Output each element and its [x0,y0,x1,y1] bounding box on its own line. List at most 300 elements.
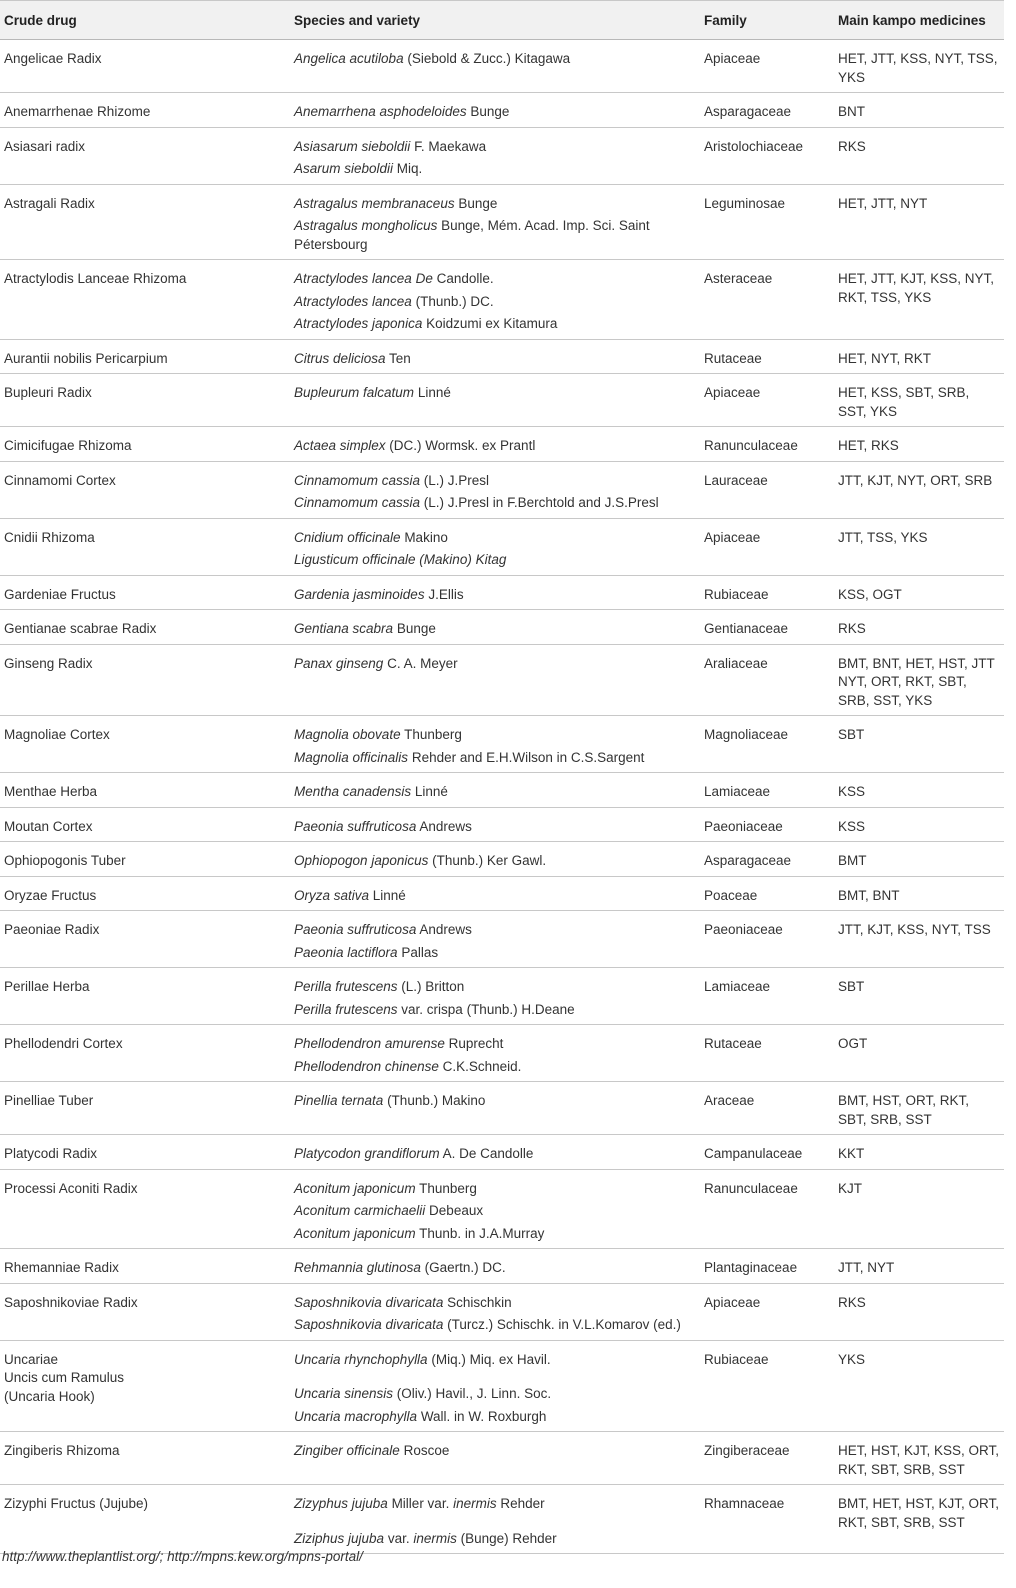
crude-drug-name: Bupleuri Radix [4,385,92,400]
kampo-medicines-cell: HET, JTT, KJT, KSS, NYT, RKT, TSS, YKS [834,260,1004,340]
species-authority: (DC.) Wormsk. ex Prantl [385,438,536,453]
species-authority: Roscoe [399,1443,450,1458]
species-authority: Schischkin [443,1294,512,1310]
crude-drug-name: Zingiberis Rhizoma [4,1443,120,1458]
crude-drug-name: Astragali Radix [4,195,95,211]
crude-drug-name: Processi Aconiti Radix [4,1180,138,1196]
kampo-medicines-cell: SBT [834,968,1004,1025]
table-row [0,1082,1004,1135]
species-name: Cinnamomum cassia [294,495,421,510]
species-authority: Ten [385,350,411,366]
variety-authority: (Bunge) Rehder [456,1530,557,1546]
crude-drug-cell [0,127,290,184]
crude-drug-name: Gentianae scabrae Radix [4,621,157,636]
species-entry [294,783,696,802]
family-cell: Zingiberaceae [700,1432,834,1485]
kampo-medicines-cell: HET, JTT, KSS, NYT, TSS, YKS [834,40,1004,93]
kampo-medicines-cell: BMT, HET, HST, KJT, ORT, RKT, SBT, SRB, SST [834,1485,1004,1554]
family-cell: Aristolochiaceae [700,127,834,184]
variety-name: inermis [453,1496,497,1511]
kampo-medicines-cell: KSS [834,773,1004,808]
crude-drug-cell [0,93,290,128]
species-name: Cnidium officinale [294,529,401,545]
species-entry [294,852,696,871]
table-row [0,1485,1004,1554]
crude-drug-cell [0,610,290,645]
species-cell [290,374,700,427]
species-entry [294,494,696,513]
species-name: Atractylodes japonica [294,316,423,331]
table-row [0,716,1004,773]
species-name: Gentiana scabra [294,621,394,636]
species-cell [290,1082,700,1135]
species-authority: Andrews [416,818,472,834]
species-cell [290,911,700,968]
kampo-medicines-cell: SBT [834,716,1004,773]
species-entry [294,944,696,963]
crude-drug-cell [0,842,290,877]
species-cell [290,610,700,645]
species-name: Mentha canadensis [294,784,412,799]
species-name: Ziziphus jujuba [294,1530,385,1546]
crude-drug-name: Paeoniae Radix [4,922,100,937]
species-cell [290,842,700,877]
species-authority: Linné [369,887,406,903]
species-authority: Debeaux [425,1203,484,1218]
species-entry [294,270,696,289]
crude-drug-cell [0,644,290,716]
species-authority: Miq. [393,161,423,176]
species-authority: Bunge [466,104,510,119]
species-name: Ophiopogon japonicus [294,853,429,868]
crude-drug-cell [0,184,290,260]
species-authority: C.K.Schneid. [438,1058,522,1074]
kampo-medicines-cell: BMT, HST, ORT, RKT, SBT, SRB, SST [834,1082,1004,1135]
kampo-medicines-cell: JTT, KJT, NYT, ORT, SRB [834,461,1004,518]
species-entry [294,1316,696,1335]
table-row [0,184,1004,260]
species-cell [290,1135,700,1170]
species-entry [294,749,696,768]
species-cell [290,1249,700,1284]
family-cell: Araliaceae [700,644,834,716]
species-authority: var. [384,1530,414,1546]
species-name: Aconitum japonicum [294,1225,416,1241]
species-cell [290,461,700,518]
species-name: Magnolia officinalis [294,749,409,765]
species-name: Oryza sativa [294,887,370,903]
species-name: Citrus deliciosa [294,350,386,366]
crude-drug-cell [0,1485,290,1554]
family-cell: Gentianaceae [700,610,834,645]
family-cell: Asparagaceae [700,842,834,877]
family-cell: Rubiaceae [700,1340,834,1432]
species-authority: Thunberg [415,1180,477,1196]
species-name: Atractylodes lancea [294,293,412,309]
species-name: Perilla frutescens [294,1001,398,1017]
family-cell: Lauraceae [700,461,834,518]
species-name: Saposhnikovia divaricata [294,1317,444,1332]
species-authority: (Miq.) Miq. ex Havil. [427,1351,551,1367]
species-entry [294,529,696,548]
table-row [0,644,1004,716]
species-entry [294,1001,696,1020]
species-cell [290,339,700,374]
species-authority: Pallas [397,944,439,960]
crude-drug-name: Phellodendri Cortex [4,1036,123,1051]
species-authority: C. A. Meyer [383,655,458,671]
species-entry [294,1058,696,1077]
species-authority: (L.) J.Presl [420,472,490,488]
species-entry [294,1259,696,1278]
species-name: Angelica acutiloba [294,51,404,66]
species-authority: Makino [400,529,448,545]
table-row [0,773,1004,808]
family-cell: Apiaceae [700,40,834,93]
crude-drug-cell [0,40,290,93]
crude-drug-name: Rhemanniae Radix [4,1260,119,1275]
header-main-kampo-medicines: Main kampo medicines [834,1,1004,40]
species-entry [294,384,696,403]
species-name: Aconitum carmichaelii [294,1203,426,1218]
table-header [0,1,1004,40]
crude-drug-cell [0,1025,290,1082]
species-name: Zizyphus jujuba [294,1496,388,1511]
species-authority: F. Maekawa [410,138,487,154]
species-name: Pinellia ternata [294,1093,384,1108]
species-authority: Linné [411,784,448,799]
family-cell: Ranunculaceae [700,427,834,462]
family-cell: Campanulaceae [700,1135,834,1170]
species-entry [294,1351,696,1370]
species-entry [294,586,696,605]
crude-drug-name: Uncis cum Ramulus [4,1370,125,1385]
table-row [0,260,1004,340]
species-cell [290,876,700,911]
crude-drug-cell [0,374,290,427]
species-cell [290,40,700,93]
species-name: Paeonia lactiflora [294,944,398,960]
species-name: Uncaria rhynchophylla [294,1351,428,1367]
crude-drug-name: Platycodi Radix [4,1146,98,1161]
species-entry [294,620,696,639]
header-row [0,1,1004,40]
kampo-medicines-cell: KSS, OGT [834,575,1004,610]
kampo-medicines-cell: KSS [834,807,1004,842]
species-entry [294,551,696,570]
family-cell: Asteraceae [700,260,834,340]
table-row [0,1025,1004,1082]
family-cell: Apiaceae [700,518,834,575]
crude-drug-name: Gardeniae Fructus [4,586,116,602]
species-name: Actaea simplex [294,438,386,453]
species-name: Ligusticum officinale (Makino) Kitag [294,552,507,567]
species-authority: Wall. in W. Roxburgh [417,1408,547,1424]
crude-drug-cell [0,339,290,374]
table-row [0,1283,1004,1340]
crude-drug-name: Aurantii nobilis Pericarpium [4,350,168,366]
species-name: Uncaria macrophylla [294,1408,418,1424]
species-entry [294,315,696,334]
species-cell [290,575,700,610]
species-cell [290,1340,700,1432]
species-entry [294,921,696,940]
species-name: Gardenia jasminoides [294,586,425,602]
family-cell: Paeoniaceae [700,911,834,968]
species-name: Anemarrhena asphodeloides [294,104,467,119]
crude-drug-cell [0,968,290,1025]
species-cell [290,716,700,773]
kampo-medicines-cell: BMT, BNT, HET, HST, JTT NYT, ORT, RKT, SBT, SRB, SST, YKS [834,644,1004,716]
table-row [0,93,1004,128]
kampo-medicines-cell: HET, KSS, SBT, SRB, SST, YKS [834,374,1004,427]
species-authority: (Thunb.) Ker Gawl. [428,853,547,868]
family-cell: Leguminosae [700,184,834,260]
table-row [0,461,1004,518]
table-row [0,40,1004,93]
crude-drug-cell [0,427,290,462]
crude-drug-cell [0,1082,290,1135]
kampo-medicines-cell: BMT, BNT [834,876,1004,911]
species-authority: Bunge [454,195,498,211]
crude-drug-cell [0,911,290,968]
species-cell [290,93,700,128]
crude-drug-name: Uncariae [4,1351,59,1367]
crude-drug-name: Atractylodis Lanceae Rhizoma [4,271,187,286]
kampo-medicines-cell: HET, NYT, RKT [834,339,1004,374]
species-cell [290,427,700,462]
species-name: Bupleurum falcatum [294,385,415,400]
table-row [0,968,1004,1025]
crude-drug-name: Menthae Herba [4,784,98,799]
species-authority: Miller var. [387,1496,454,1511]
kampo-medicines-cell: KKT [834,1135,1004,1170]
table-row [0,842,1004,877]
crude-drug-cell [0,575,290,610]
species-name: Rehmannia glutinosa [294,1260,421,1275]
species-entry [294,217,696,254]
species-entry [294,655,696,674]
species-entry [294,1035,696,1054]
species-authority: var. crispa (Thunb.) H.Deane [397,1001,575,1017]
species-name: Platycodon grandiflorum [294,1146,440,1161]
species-name: Phellodendron chinense [294,1058,439,1074]
species-entry [294,978,696,997]
kampo-medicines-cell: BNT [834,93,1004,128]
header-family: Family [700,1,834,40]
species-entry [294,103,696,122]
crude-drug-cell [0,1169,290,1249]
table-body [0,40,1004,1554]
species-cell [290,260,700,340]
kampo-medicines-cell: HET, HST, KJT, KSS, ORT, RKT, SBT, SRB, SST [834,1432,1004,1485]
variety-name: inermis [413,1530,457,1546]
species-authority: J.Ellis [424,586,464,602]
species-cell [290,1485,700,1554]
species-name: Paeonia suffruticosa [294,922,417,937]
table-row [0,427,1004,462]
kampo-medicines-cell: YKS [834,1340,1004,1432]
species-name: Aconitum japonicum [294,1180,416,1196]
species-entry [294,195,696,214]
crude-drug-name: Anemarrhenae Rhizome [4,104,151,119]
table-row [0,1169,1004,1249]
crude-drug-cell [0,1135,290,1170]
family-cell: Ranunculaceae [700,1169,834,1249]
species-entry [294,1408,696,1427]
species-authority: (Oliv.) Havil., J. Linn. Soc. [393,1386,552,1401]
crude-drug-cell [0,1283,290,1340]
species-entry [294,1092,696,1111]
species-authority: (L.) J.Presl in F.Berchtold and J.S.Presl [420,495,659,510]
species-entry [294,1225,696,1244]
species-name: Asarum sieboldii [294,161,394,176]
family-cell: Rubiaceae [700,575,834,610]
species-authority: Candolle. [432,271,494,286]
species-authority: (Gaertn.) DC. [420,1260,506,1275]
table-row [0,127,1004,184]
family-cell: Apiaceae [700,1283,834,1340]
species-authority: Rehder and E.H.Wilson in C.S.Sargent [408,749,645,765]
species-authority: Andrews [416,922,472,937]
crude-drug-name: Zizyphi Fructus (Jujube) [4,1496,149,1511]
species-cell [290,644,700,716]
species-name: Paeonia suffruticosa [294,818,417,834]
species-cell [290,1432,700,1485]
family-cell: Poaceae [700,876,834,911]
family-cell: Araceae [700,1082,834,1135]
crude-drug-cell [0,773,290,808]
species-entry [294,887,696,906]
table-row [0,518,1004,575]
crude-drug-cell [0,1249,290,1284]
species-name: Perilla frutescens [294,979,398,994]
kampo-medicines-cell: BMT [834,842,1004,877]
crude-drug-name: Ophiopogonis Tuber [4,853,126,868]
table-row [0,807,1004,842]
species-name: Phellodendron amurense [294,1036,445,1051]
family-cell: Rutaceae [700,339,834,374]
species-authority: A. De Candolle [439,1146,534,1161]
species-name: Cinnamomum cassia [294,472,421,488]
species-entry [294,472,696,491]
table-row [0,575,1004,610]
crude-drug-cell [0,1340,290,1432]
species-cell [290,127,700,184]
family-cell: Rhamnaceae [700,1485,834,1554]
species-authority: Koidzumi ex Kitamura [422,316,558,331]
species-name: Panax ginseng [294,655,384,671]
family-cell: Rutaceae [700,1025,834,1082]
crude-drug-name: Cinnamomi Cortex [4,472,116,488]
species-entry [294,1530,696,1549]
table-row [0,1432,1004,1485]
species-authority: Bunge, Mém. Acad. Imp. Sci. Saint Pétersbourg [294,218,650,252]
family-cell: Paeoniaceae [700,807,834,842]
crude-drug-name: Cimicifugae Rhizoma [4,438,132,453]
crude-drug-cell [0,1432,290,1485]
crude-drug-name: Saposhnikoviae Radix [4,1294,138,1310]
species-entry [294,1385,696,1404]
species-cell [290,773,700,808]
species-authority: (L.) Britton [397,979,465,994]
crude-drug-cell [0,461,290,518]
species-authority: (Thunb.) Makino [383,1093,486,1108]
species-entry [294,726,696,745]
table-row [0,1340,1004,1432]
species-entry [294,1180,696,1199]
crude-drug-name: Asiasari radix [4,138,86,154]
species-entry [294,1145,696,1164]
crude-drug-name: Magnoliae Cortex [4,727,110,742]
family-cell: Apiaceae [700,374,834,427]
kampo-medicines-cell: RKS [834,127,1004,184]
table-row [0,1135,1004,1170]
kampo-medicines-cell: RKS [834,1283,1004,1340]
kampo-medicines-cell: RKS [834,610,1004,645]
species-entry [294,1294,696,1313]
table-row [0,876,1004,911]
species-cell [290,1169,700,1249]
crude-drug-name: Ginseng Radix [4,655,93,671]
species-cell [290,184,700,260]
species-name: Uncaria sinensis [294,1386,394,1401]
species-entry [294,160,696,179]
species-entry [294,50,696,69]
kampo-medicines-cell: JTT, TSS, YKS [834,518,1004,575]
species-authority: (Turcz.) Schischk. in V.L.Komarov (ed.) [443,1317,681,1332]
crude-drug-name: Moutan Cortex [4,818,93,834]
family-cell: Magnoliaceae [700,716,834,773]
table-row [0,374,1004,427]
crude-drug-cell [0,807,290,842]
crude-drug-cell [0,716,290,773]
header-crude-drug: Crude drug [0,1,290,40]
family-cell: Lamiaceae [700,773,834,808]
header-species-variety: Species and variety [290,1,700,40]
species-name: Saposhnikovia divaricata [294,1294,444,1310]
species-entry [294,1442,696,1461]
species-name: Atractylodes lancea De [294,271,433,286]
table-row [0,610,1004,645]
species-name: Asiasarum sieboldii [294,138,411,154]
crude-drug-cell [0,876,290,911]
family-cell: Plantaginaceae [700,1249,834,1284]
species-entry [294,818,696,837]
species-entry [294,437,696,456]
crude-drug-name: Cnidii Rhizoma [4,529,95,545]
table-row [0,911,1004,968]
variety-authority: Rehder [496,1496,545,1511]
crude-drug-name: Perillae Herba [4,979,90,994]
kampo-medicines-cell: JTT, NYT [834,1249,1004,1284]
crude-drug-cell [0,260,290,340]
family-cell: Lamiaceae [700,968,834,1025]
species-cell [290,807,700,842]
species-cell [290,1283,700,1340]
species-name: Zingiber officinale [294,1443,400,1458]
table-row [0,339,1004,374]
species-name: Magnolia obovate [294,727,401,742]
species-authority: Thunberg [400,727,462,742]
species-entry [294,293,696,312]
crude-drug-name: Oryzae Fructus [4,887,97,903]
species-authority: Thunb. in J.A.Murray [415,1225,545,1241]
crude-drug-name: Angelicae Radix [4,51,102,66]
species-cell [290,1025,700,1082]
kampo-medicines-cell: HET, RKS [834,427,1004,462]
kampo-medicines-cell: JTT, KJT, KSS, NYT, TSS [834,911,1004,968]
